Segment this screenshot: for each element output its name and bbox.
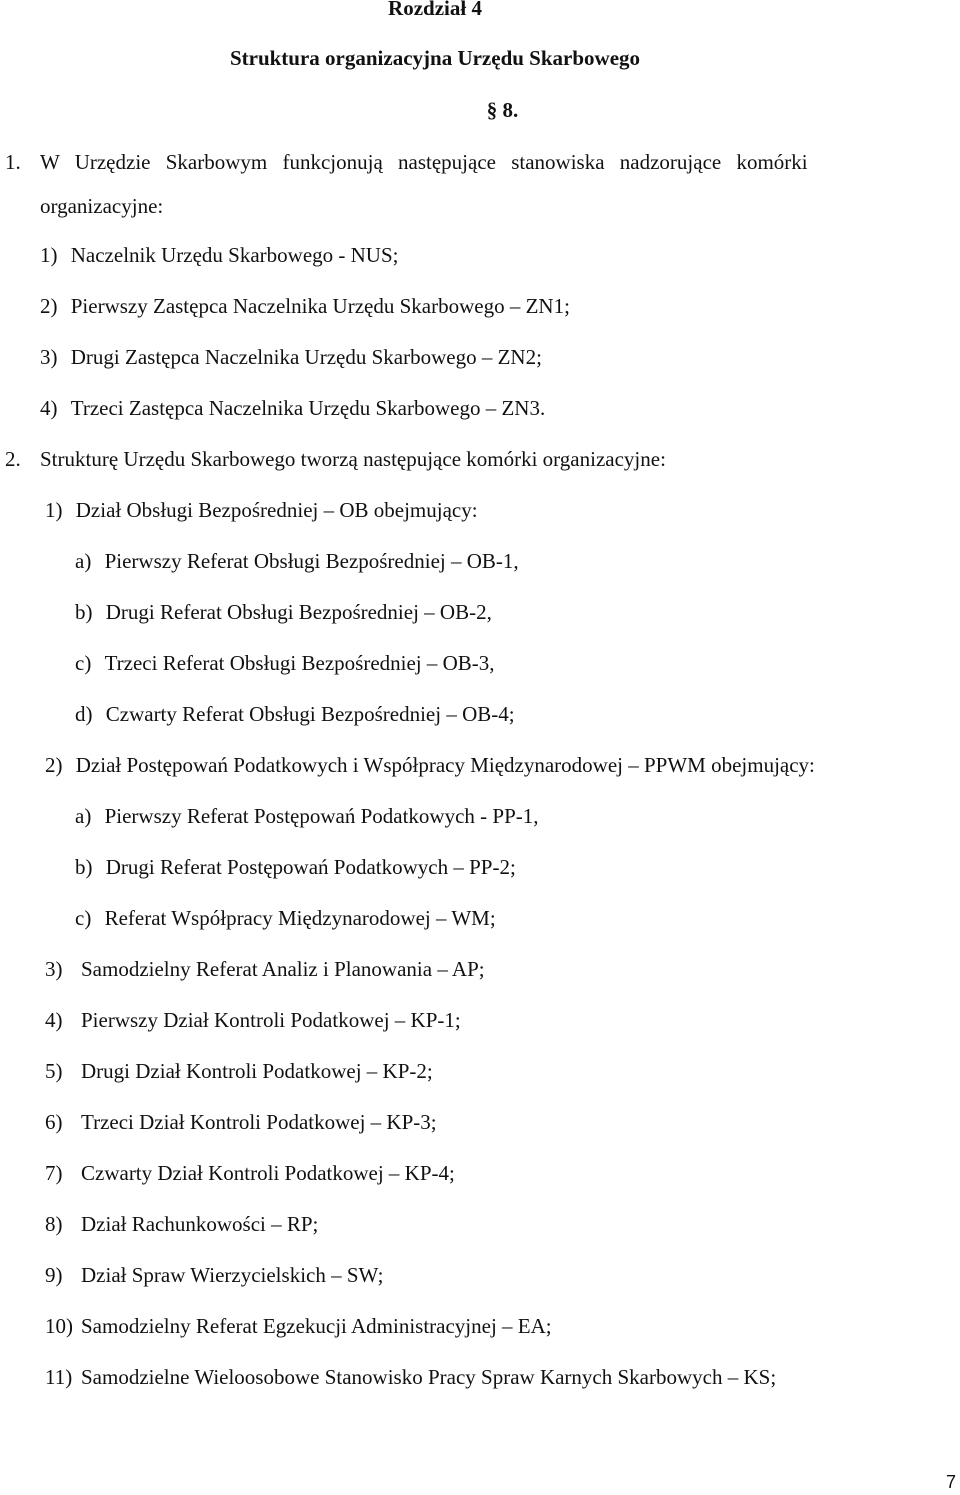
- sub-list-item: [75, 551, 519, 572]
- sub-list-item-letter: c): [75, 906, 92, 930]
- section-2-intro: Strukturę Urzędu Skarbowego tworzą następujące komórki organizacyjne:: [40, 447, 666, 471]
- list-item: [45, 959, 485, 980]
- list-item: [45, 1265, 383, 1286]
- paragraph-number-text: § 8.: [486, 98, 519, 122]
- list-item-number: 6): [45, 1110, 63, 1134]
- list-item: [40, 296, 570, 317]
- list-item-text: Dział Postępowań Podatkowych i Współpracy Międzynarodowej – PPWM obejmujący:: [75, 753, 815, 777]
- list-item: [40, 398, 545, 419]
- list-item: [45, 1367, 776, 1388]
- sub-list-item: [75, 806, 539, 827]
- page-number: 7: [945, 1472, 956, 1492]
- list-item: [45, 1061, 433, 1082]
- sub-list-item-letter: a): [75, 549, 92, 573]
- section-1-intro: W Urzędzie Skarbowym funkcjonują następujące stanowiska nadzorujące komórki: [40, 150, 808, 174]
- sub-list-item: [75, 857, 516, 878]
- list-item: [45, 1112, 437, 1133]
- section-1-number: 1.: [5, 150, 21, 174]
- sub-list-item-letter: a): [75, 804, 92, 828]
- list-item-number: 4): [40, 396, 58, 420]
- list-item-text: Pierwszy Dział Kontroli Podatkowej – KP-1;: [81, 1008, 461, 1032]
- paragraph-number: [0, 98, 960, 123]
- list-item: [45, 1010, 461, 1031]
- list-item-number: 2): [40, 294, 58, 318]
- list-item-number: 9): [45, 1263, 63, 1287]
- sub-list-item: [75, 602, 492, 623]
- chapter-heading: Rozdział 4: [388, 0, 482, 20]
- sub-list-item-text: Trzeci Referat Obsługi Bezpośredniej – OB-3,: [104, 651, 495, 675]
- section-1-intro-cont: organizacyjne:: [40, 194, 164, 218]
- list-item-text: Naczelnik Urzędu Skarbowego - NUS;: [70, 243, 399, 267]
- sub-list-item-text: Pierwszy Referat Postępowań Podatkowych - PP-1,: [104, 804, 539, 828]
- list-item: [45, 755, 815, 776]
- sub-list-item-text: Drugi Referat Postępowań Podatkowych – PP-2;: [105, 855, 516, 879]
- sub-list-item-letter: d): [75, 702, 93, 726]
- list-item-text: Samodzielny Referat Analiz i Planowania – AP;: [81, 957, 485, 981]
- list-item: [40, 347, 542, 368]
- list-item-number: 1): [45, 498, 63, 522]
- section-2-number: 2.: [5, 447, 21, 471]
- sub-list-item: [75, 653, 495, 674]
- list-item-text: Drugi Dział Kontroli Podatkowej – KP-2;: [81, 1059, 433, 1083]
- sub-list-item-letter: b): [75, 600, 93, 624]
- list-item-number: 11): [45, 1365, 73, 1389]
- list-item-text: Samodzielne Wieloosobowe Stanowisko Pracy Spraw Karnych Skarbowych – KS;: [81, 1365, 777, 1389]
- list-item: [45, 1316, 552, 1337]
- list-item-text: Dział Spraw Wierzycielskich – SW;: [81, 1263, 384, 1287]
- sub-list-item: [75, 908, 496, 929]
- list-item-number: 2): [45, 753, 63, 777]
- list-item: [45, 1214, 318, 1235]
- sub-list-item-letter: b): [75, 855, 93, 879]
- list-item-text: Samodzielny Referat Egzekucji Administracyjnej – EA;: [81, 1314, 552, 1338]
- list-item-text: Czwarty Dział Kontroli Podatkowej – KP-4;: [81, 1161, 455, 1185]
- list-item: [45, 500, 478, 521]
- chapter-title: Struktura organizacyjna Urzędu Skarbowego: [229, 46, 641, 70]
- sub-list-item-text: Drugi Referat Obsługi Bezpośredniej – OB-2,: [105, 600, 492, 624]
- list-item: [40, 245, 399, 266]
- list-item-text: Dział Obsługi Bezpośredniej – OB obejmujący:: [75, 498, 478, 522]
- list-item-number: 3): [40, 345, 58, 369]
- sub-list-item-text: Pierwszy Referat Obsługi Bezpośredniej – OB-1,: [104, 549, 519, 573]
- list-item-number: 10): [45, 1314, 73, 1338]
- sub-list-item-letter: c): [75, 651, 92, 675]
- list-item: [45, 1163, 455, 1184]
- list-item-text: Trzeci Dział Kontroli Podatkowej – KP-3;: [81, 1110, 437, 1134]
- sub-list-item-text: Czwarty Referat Obsługi Bezpośredniej – OB-4;: [105, 702, 515, 726]
- sub-list-item: [75, 704, 515, 725]
- list-item-text: Drugi Zastępca Naczelnika Urzędu Skarbowego – ZN2;: [70, 345, 542, 369]
- list-item-text: Pierwszy Zastępca Naczelnika Urzędu Skarbowego – ZN1;: [70, 294, 570, 318]
- list-item-number: 3): [45, 957, 63, 981]
- sub-list-item-text: Referat Współpracy Międzynarodowej – WM;: [104, 906, 496, 930]
- list-item-number: 4): [45, 1008, 63, 1032]
- list-item-text: Trzeci Zastępca Naczelnika Urzędu Skarbowego – ZN3.: [70, 396, 546, 420]
- list-item-number: 5): [45, 1059, 63, 1083]
- list-item-number: 8): [45, 1212, 63, 1236]
- list-item-number: 7): [45, 1161, 63, 1185]
- list-item-number: 1): [40, 243, 58, 267]
- list-item-text: Dział Rachunkowości – RP;: [81, 1212, 319, 1236]
